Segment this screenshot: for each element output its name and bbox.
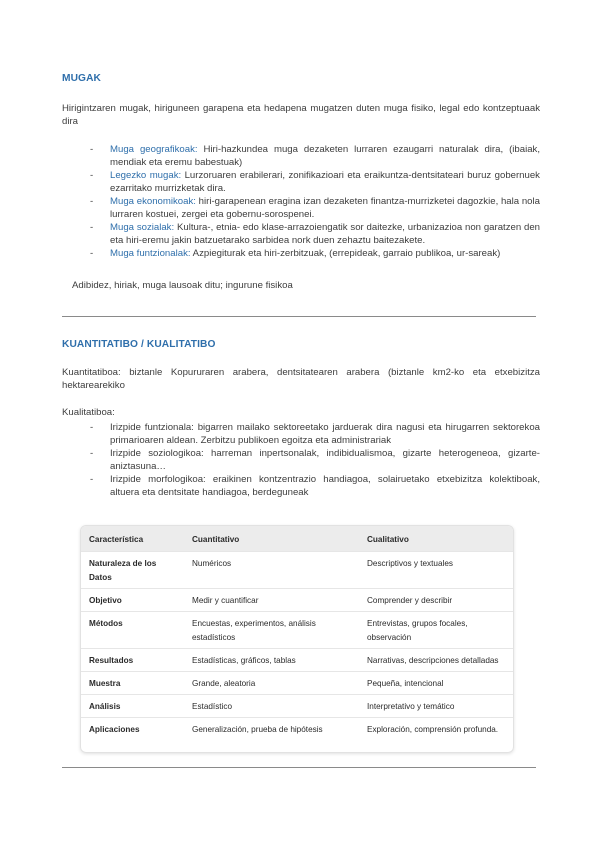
table-cell: Objetivo: [81, 589, 184, 612]
term-label: Muga sozialak:: [110, 222, 175, 233]
table-cell: Pequeña, intencional: [359, 672, 513, 695]
list-item: - Irizpide soziologikoa: harreman inpertsonalak, indibidualismoa, gizarte heterogeneoa, gizarte-aniztasuna…: [62, 447, 540, 473]
list-item: [62, 247, 540, 260]
table-cell: Descriptivos y textuales: [359, 552, 513, 589]
mugak-intro: Hirigintzaren mugak, hiriguneen garapena eta hedapena mugatzen duten muga fisiko, legal edo kontzeptuaak dira: [62, 103, 540, 127]
table-cell: Estadísticas, gráficos, tablas: [184, 649, 359, 672]
table-cell: Medir y cuantificar: [184, 589, 359, 612]
term-label: Muga funtzionalak:: [110, 248, 191, 259]
table-row: [81, 552, 513, 589]
mugak-list: [62, 143, 540, 260]
table-row: [81, 589, 513, 612]
table-cell: Resultados: [81, 649, 184, 672]
table-cell: Entrevistas, grupos focales, observación: [359, 612, 513, 649]
term-description: hiri-garapenean eragina izan dezaketen finantza-murrizketei dagozkie, hala nola lurraren kostuei, zergei eta gobernu-sorospenei.: [110, 196, 540, 220]
list-item: [62, 169, 540, 195]
column-header: Cuantitativo: [184, 526, 359, 552]
term-description: Lurzoruaren erabilerari, zonifikazioari eta eraikuntza-dentsitateari buruz gobernuek ezarritako murrizketak dira.: [110, 170, 540, 194]
table-row: [81, 718, 513, 741]
table-cell: Estadístico: [184, 695, 359, 718]
list-item: [62, 195, 540, 221]
table-row: [81, 649, 513, 672]
table-row: [81, 612, 513, 649]
kualitatiboa-list: [62, 421, 540, 499]
table-row: [81, 672, 513, 695]
table-cell: Grande, aleatoria: [184, 672, 359, 695]
section-title-kuantitatibo: KUANTITATIBO / KUALITATIBO: [62, 339, 216, 350]
term-label: Muga ekonomikoak:: [110, 196, 196, 207]
term-label: Legezko mugak:: [110, 170, 182, 181]
table-cell: Muestra: [81, 672, 184, 695]
term-label: Muga geografikoak:: [110, 144, 198, 155]
list-item: [62, 221, 540, 247]
table-row: [81, 695, 513, 718]
table-cell: Narrativas, descripciones detalladas: [359, 649, 513, 672]
term-description: Azpiegiturak eta hiri-zerbitzuak, (errepideak, garraio publikoa, ur-sareak): [190, 248, 501, 259]
table-cell: Generalización, prueba de hipótesis: [184, 718, 359, 741]
table-cell: Numéricos: [184, 552, 359, 589]
divider: [62, 316, 536, 317]
table-cell: Encuestas, experimentos, análisis estadísticos: [184, 612, 359, 649]
list-item: [62, 143, 540, 169]
table-cell: Métodos: [81, 612, 184, 649]
comparison-table: [80, 525, 514, 753]
table-cell: Naturaleza de los Datos: [81, 552, 184, 589]
table-cell: Comprender y describir: [359, 589, 513, 612]
table-cell: Análisis: [81, 695, 184, 718]
divider: [62, 767, 536, 768]
term-description: Kultura-, etnia- edo klase-arrazoiengatik sor daitezke, urbanizazioa non garatzen den eta hiri-eremu jakin batzuetarako sarbidea nork duen zehaztu baitezakete.: [110, 222, 540, 246]
kualitatiboa-label: Kualitatiboa:: [62, 407, 115, 418]
kuantitatiboa-text: Kuantitatiboa: biztanle Kopururaren arabera, dentsitatearen arabera (biztanle km2-ko eta etxebizitza hektarearekiko: [62, 367, 540, 391]
list-item: - Irizpide funtzionala: bigarren mailako sektoreetako jarduerak dira nagusi eta hirugarren sektorekoa primarioaren aldean. Zerbitzu publikoen egoitza eta administrariak: [62, 421, 540, 447]
column-header: Característica: [81, 526, 184, 552]
table-cell: Exploración, comprensión profunda.: [359, 718, 513, 741]
table-cell: Interpretativo y temático: [359, 695, 513, 718]
list-item: - Irizpide morfologikoa: eraikinen kontzentrazio handiagoa, solairuetako etxebizitza kolektiboak, altuera eta dentsitate handiagoa, berdeguneak: [62, 473, 540, 499]
column-header: Cualitativo: [359, 526, 513, 552]
mugak-example: Adibidez, hiriak, muga lausoak ditu; ingurune fisikoa: [72, 280, 293, 291]
table-cell: Aplicaciones: [81, 718, 184, 741]
table-header-row: [81, 526, 513, 552]
section-title-mugak: MUGAK: [62, 73, 101, 84]
term-description: Hiri-hazkundea muga dezaketen lurraren ezaugarri naturalak dira, (ibaiak, mendiak eta eremu babestuak): [110, 144, 540, 168]
